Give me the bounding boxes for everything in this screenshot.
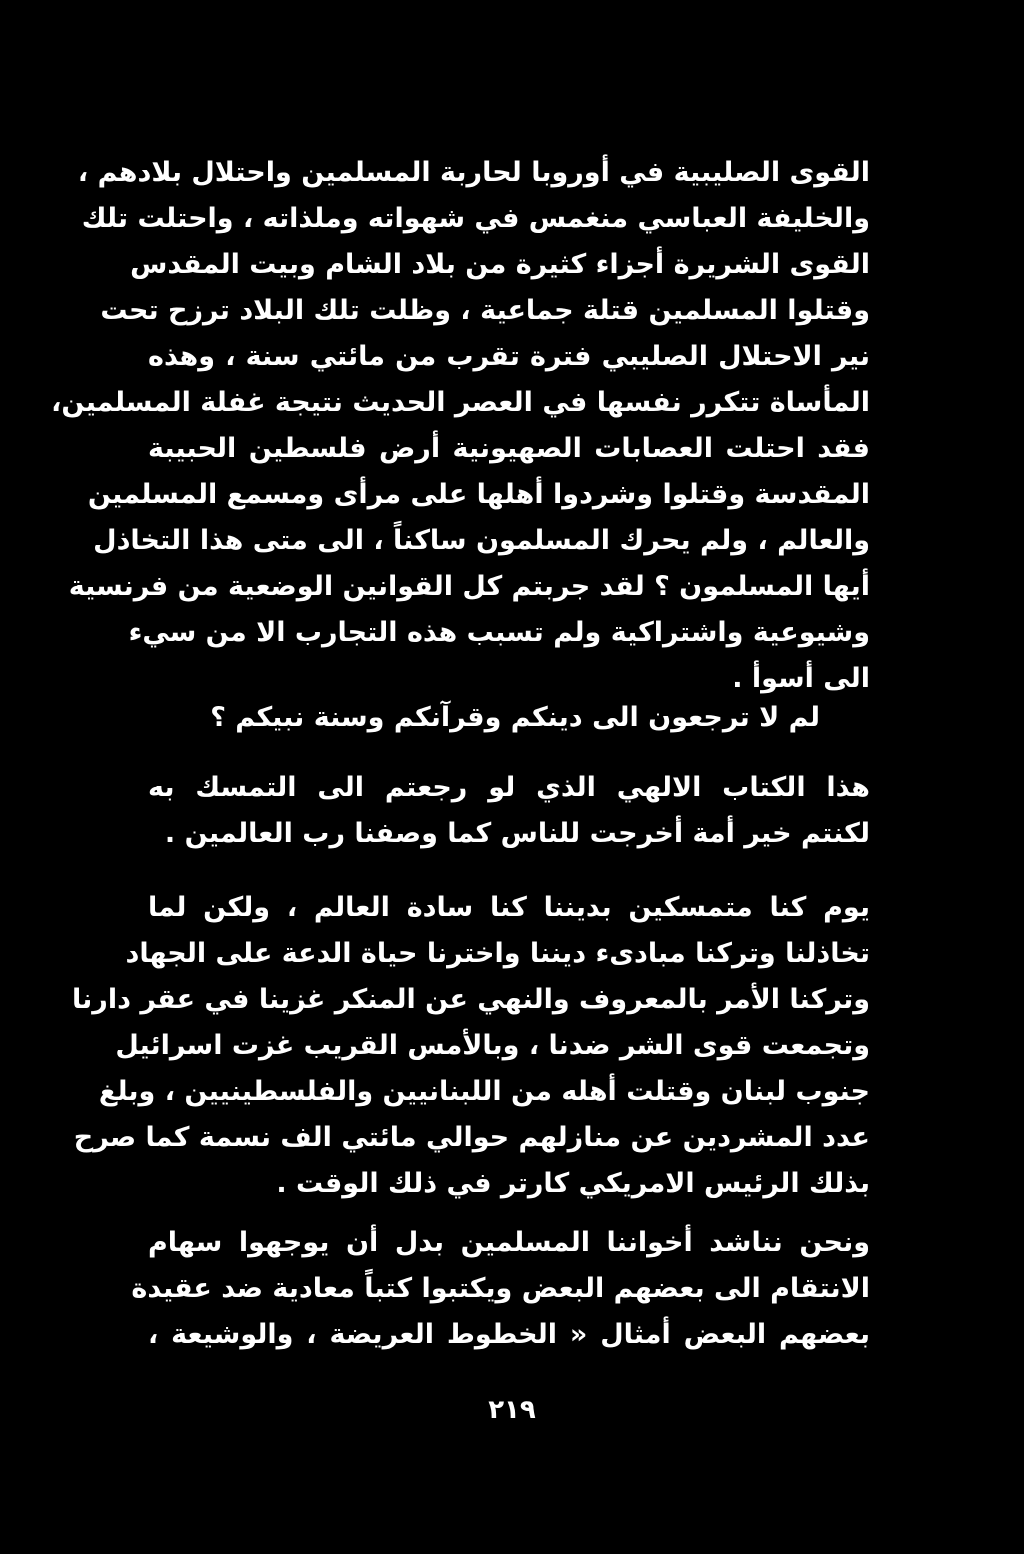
text-line: والخليفة العباسي منغمس في شهواته وملذاته ، واحتلت تلك (81, 203, 870, 234)
text-line: بعضهم البعض أمثال « الخطوط العريضة ، والوشيعة ، (148, 1319, 870, 1350)
text-line: القوى الشريرة أجزاء كثيرة من بلاد الشام وبيت المقدس (130, 249, 870, 280)
paragraph-4 (72, 885, 870, 1207)
text-line: لكنتم خير أمة أخرجت للناس كما وصفنا رب العالمين . (164, 818, 870, 849)
paragraph-1 (51, 150, 870, 702)
text-line: والعالم ، ولم يحرك المسلمون ساكناً ، الى متى هذا التخاذل (93, 525, 870, 556)
text-line: الى أسوأ . (732, 663, 870, 694)
text-line: عدد المشردين عن منازلهم حوالي مائتي الف نسمة كما صرح (73, 1122, 870, 1153)
text-line: نير الاحتلال الصليبي فترة تقرب من مائتي سنة ، وهذه (148, 341, 870, 372)
text-line: وتجمعت قوى الشر ضدنا ، وبالأمس القريب غزت اسرائيل (115, 1030, 870, 1061)
text-line: وقتلوا المسلمين قتلة جماعية ، وظلت تلك البلاد ترزح تحت (100, 295, 870, 326)
text-line: جنوب لبنان وقتلت أهله من اللبنانيين والفلسطينيين ، وبلغ (98, 1076, 870, 1107)
paragraph-5 (131, 1220, 870, 1358)
text-line: يوم كنا متمسكين بديننا كنا سادة العالم ، ولكن لما (148, 892, 870, 923)
question-line: لم لا ترجعون الى دينكم وقرآنكم وسنة نبيكم ؟ (210, 702, 820, 733)
text-line: بذلك الرئيس الامريكي كارتر في ذلك الوقت . (276, 1168, 870, 1199)
page-number: ٢١٩ (488, 1395, 536, 1425)
text-line: وشيوعية واشتراكية ولم تسبب هذه التجارب الا من سيء (128, 617, 870, 648)
text-line: فقد احتلت العصابات الصهيونية أرض فلسطين الحبيبة (148, 433, 870, 464)
text-line: أيها المسلمون ؟ لقد جربتم كل القوانين الوضعية من فرنسية (68, 571, 870, 602)
text-line: المأساة تتكرر نفسها في العصر الحديث نتيجة غفلة المسلمين، (51, 387, 870, 418)
paragraph-3 (148, 765, 870, 857)
text-line: هذا الكتاب الالهي الذي لو رجعتم الى التمسك به (148, 772, 870, 803)
text-line: تخاذلنا وتركنا مبادىء ديننا واخترنا حياة الدعة على الجهاد (125, 938, 870, 969)
text-line: المقدسة وقتلوا وشردوا أهلها على مرأى ومسمع المسلمين (87, 479, 870, 510)
text-line: ونحن نناشد أخواننا المسلمين بدل أن يوجهوا سهام (148, 1227, 870, 1258)
text-line: الانتقام الى بعضهم البعض ويكتبوا كتباً معادية ضد عقيدة (131, 1273, 870, 1304)
text-line: القوى الصليبية في أوروبا لحاربة المسلمين واحتلال بلادهم ، (77, 157, 870, 188)
text-line: وتركنا الأمر بالمعروف والنهي عن المنكر غزينا في عقر دارنا (72, 984, 870, 1015)
